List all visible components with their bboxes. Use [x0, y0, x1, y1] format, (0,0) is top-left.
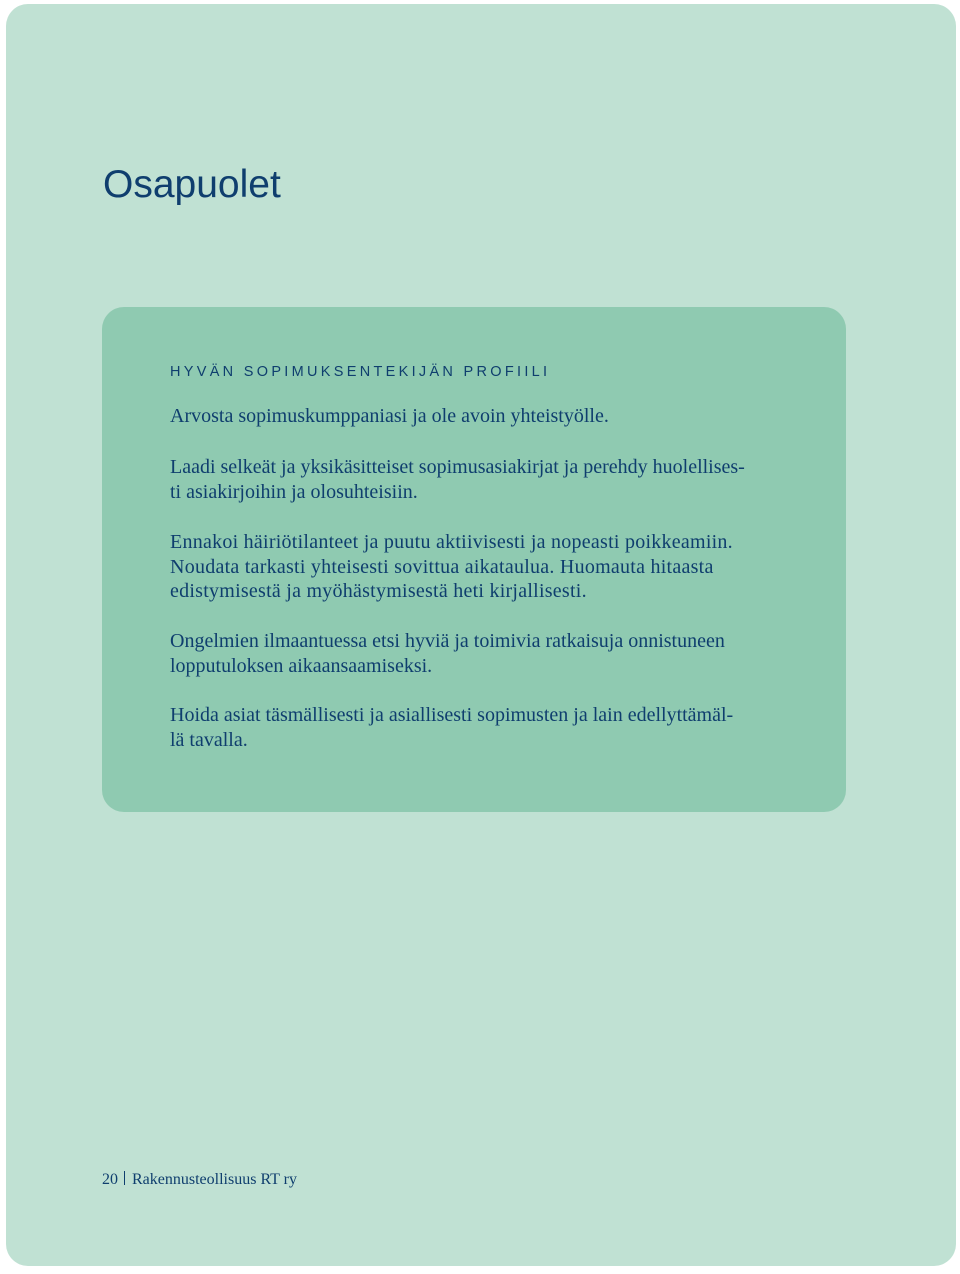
- profile-paragraph-4: Ongelmien ilmaantuessa etsi hyviä ja toimivia ratkaisuja onnistuneen lopputuloksen aikaansaamiseksi.: [170, 630, 725, 677]
- page-title: Osapuolet: [103, 163, 281, 206]
- profile-paragraph-5: Hoida asiat täsmällisesti ja asiallisesti sopimusten ja lain edellyttämäl- lä tavalla.: [170, 704, 734, 751]
- page-number: 20: [102, 1171, 118, 1188]
- profile-paragraph-1: Arvosta sopimuskumppaniasi ja ole avoin yhteistyölle.: [170, 405, 609, 427]
- publisher-name: Rakennusteollisuus RT ry: [132, 1171, 297, 1188]
- profile-box-heading: HYVÄN SOPIMUKSENTEKIJÄN PROFIILI: [170, 364, 551, 380]
- profile-box: [102, 307, 846, 812]
- profile-paragraph-2: Laadi selkeät ja yksikäsitteiset sopimusasiakirjat ja perehdy huolellises- ti asiakirjoihin ja olosuhteisiin.: [170, 456, 745, 503]
- profile-paragraph-3: Ennakoi häiriötilanteet ja puutu aktiivisesti ja nopeasti poikkeamiin. Noudata tarkasti yhteisesti sovittua aikataulua. Huomauta hitaasta edistymisestä ja myöhästymisestä heti kirjallisesti.: [170, 531, 733, 602]
- page-footer: [102, 1170, 297, 1190]
- page: [6, 4, 956, 1266]
- footer-separator: [124, 1171, 125, 1185]
